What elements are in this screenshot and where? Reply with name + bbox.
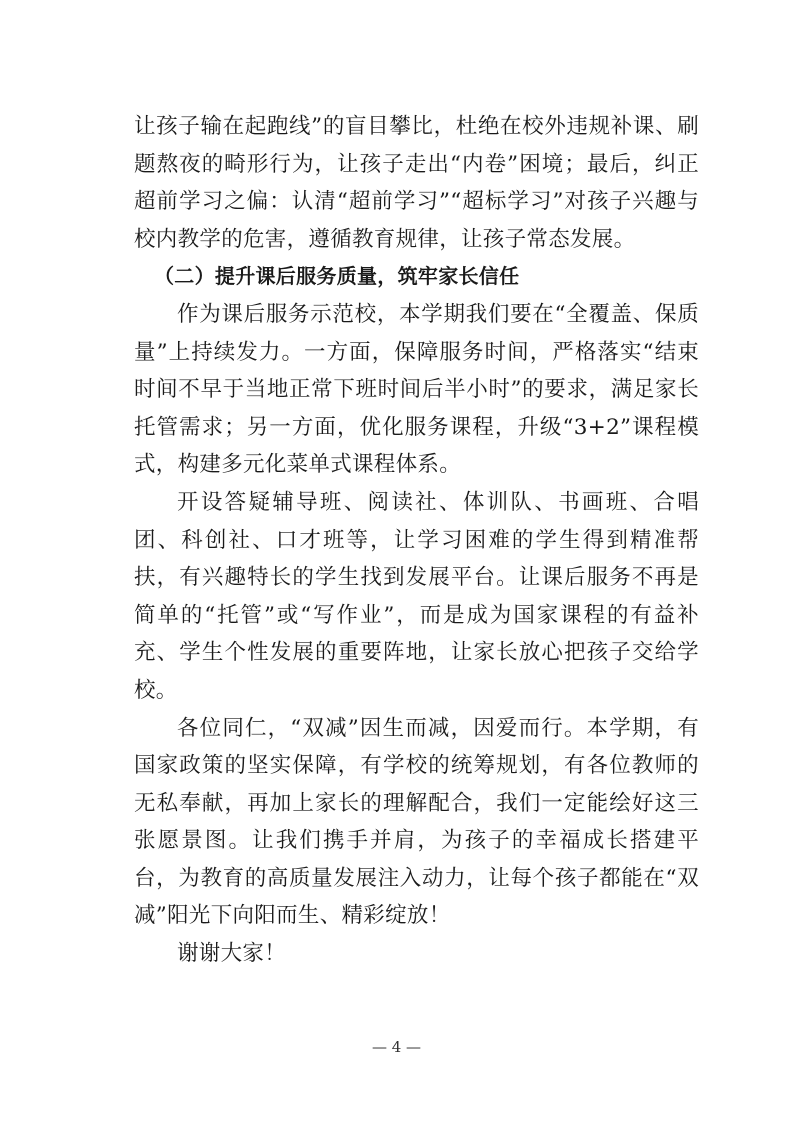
page-number: — 4 — bbox=[371, 1038, 422, 1056]
paragraph-after-school-service: 作为课后服务示范校，本学期我们要在“全覆盖、保质量”上持续发力。一方面，保障服务时间，严格落实“结束时间不早于当地正常下班时间后半小时”的要求，满足家长托管需求；另一方面，优化服务课程，升级“3+2”课程模式，构建多元化菜单式课程体系。 bbox=[134, 301, 699, 478]
paragraph-thanks: 谢谢大家！ bbox=[177, 941, 287, 967]
section-heading: （二）提升课后服务质量，筑牢家长信任 bbox=[154, 264, 520, 289]
paragraph-conclusion: 各位同仁，“双减”因生而减，因爱而行。本学期，有国家政策的坚实保障，有学校的统筹规划，有各位教师的无私奉献，再加上家长的理解配合，我们一定能绘好这三张愿景图。让我们携手并肩，为孩子的幸福成长搭建平台，为教育的高质量发展注入动力，让每个孩子都能在“双减”阳光下向阳而生、精彩绽放！ bbox=[134, 715, 699, 929]
paragraph-continuation: 让孩子输在起跑线”的盲目攀比，杜绝在校外违规补课、刷题熬夜的畸形行为，让孩子走出“内卷”困境；最后，纠正超前学习之偏：认清“超前学习”“超标学习”对孩子兴趣与校内教学的危害，遵循教育规律，让孩子常态发展。 bbox=[134, 114, 699, 252]
paragraph-clubs: 开设答疑辅导班、阅读社、体训队、书画班、合唱团、科创社、口才班等，让学习困难的学生得到精准帮扶，有兴趣特长的学生找到发展平台。让课后服务不再是简单的“托管”或“写作业”，而是成为国家课程的有益补充、学生个性发展的重要阵地，让家长放心把孩子交给学校。 bbox=[134, 489, 699, 703]
document-body bbox=[134, 108, 699, 973]
